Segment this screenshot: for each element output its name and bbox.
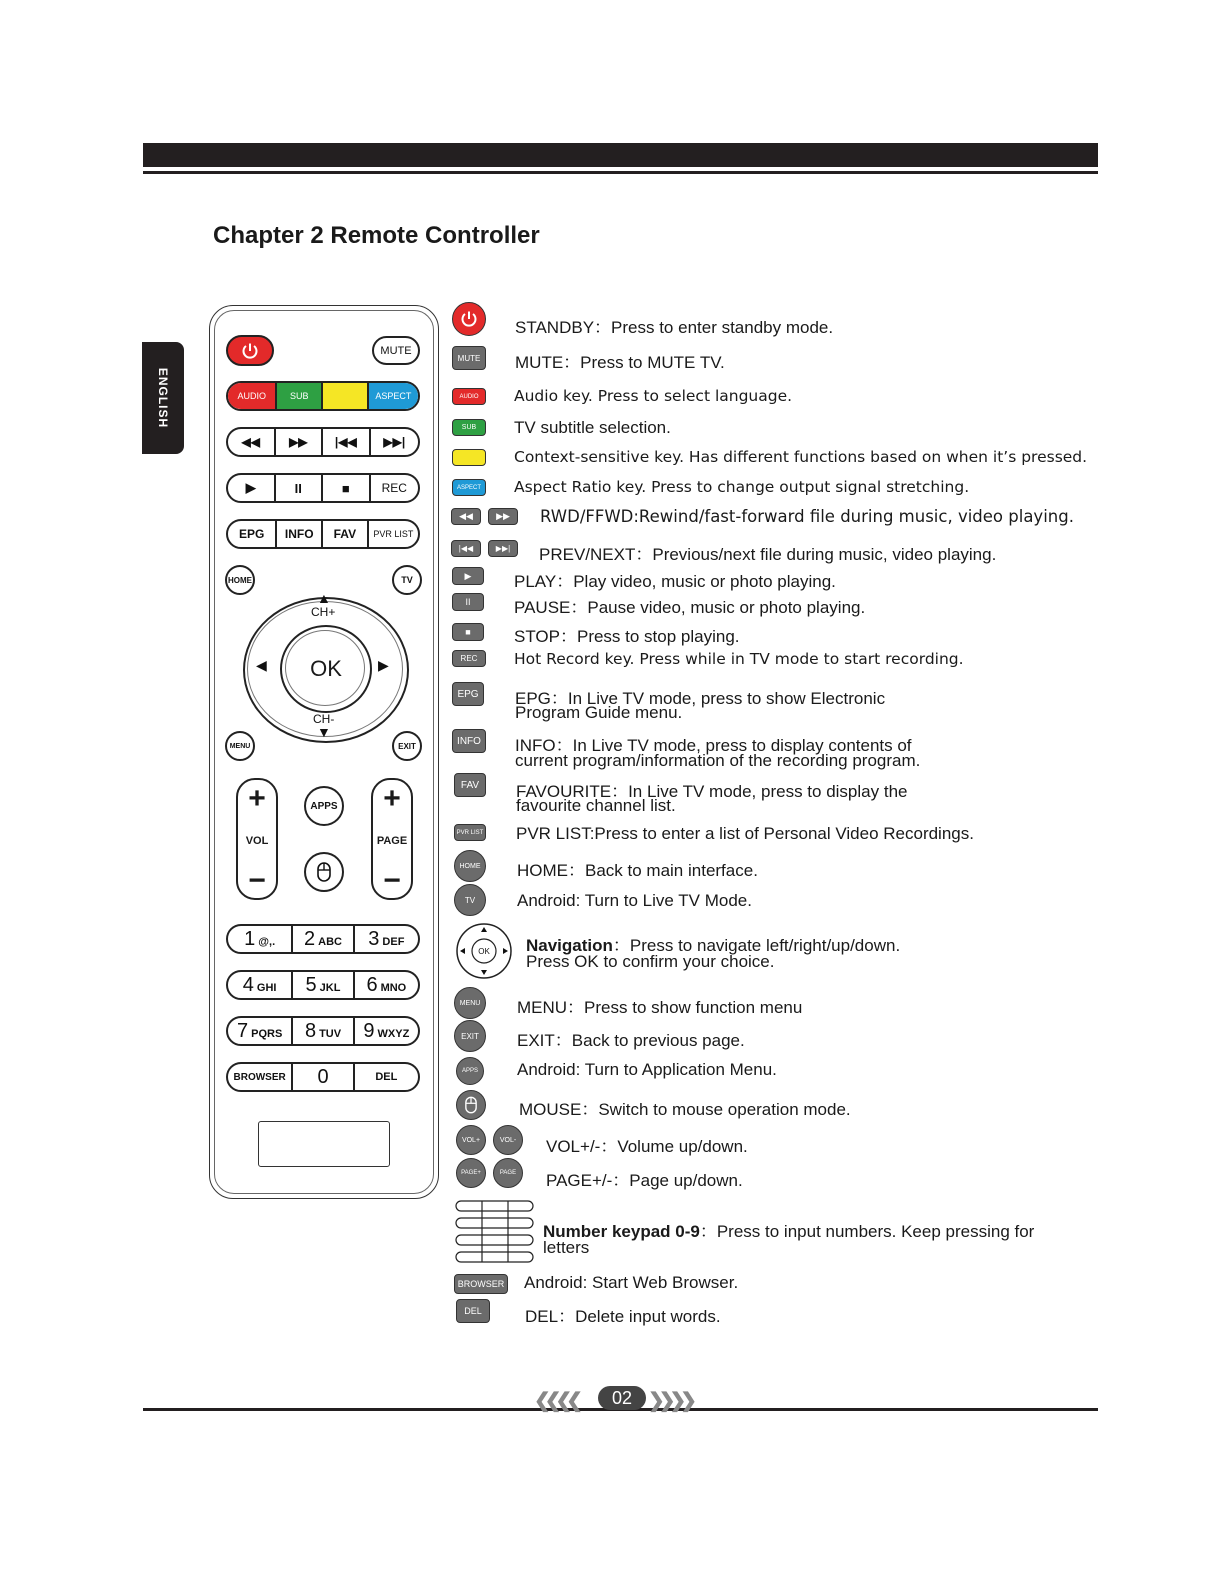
rewind-legend-icon: ◀◀ <box>451 508 481 525</box>
prev-legend-icon: |◀◀ <box>451 540 481 557</box>
audio-text: Audio key. Press to select language. <box>514 387 793 405</box>
rec-legend-icon: REC <box>452 650 486 667</box>
info-key: INFO <box>277 521 323 547</box>
key-1: 1 @,. <box>228 926 293 952</box>
page-label: PAGE <box>376 835 408 847</box>
up-arrow-icon: ▲ <box>317 590 331 606</box>
language-tab-label: ENGLISH <box>156 367 170 429</box>
fav-text-1: FAVOURITE：In Live TV mode, press to display the <box>516 782 908 801</box>
exit-button: EXIT <box>392 731 422 761</box>
keypad-row-3 <box>226 1016 420 1046</box>
svg-text:OK: OK <box>478 947 490 956</box>
menu-text: MENU：Press to show function menu <box>517 998 803 1017</box>
volume-rocker: + VOL − <box>236 778 278 900</box>
home-button: HOME <box>225 565 255 595</box>
info-text-2: current program/information of the recording program. <box>515 751 921 770</box>
stop-key: ■ <box>323 475 371 501</box>
exit-text: EXIT：Back to previous page. <box>517 1031 745 1050</box>
prev-text: PREV/NEXT：Previous/next file during music, video playing. <box>539 545 997 564</box>
audio-legend-icon: AUDIO <box>452 388 486 405</box>
navigation-text-2: Press OK to confirm your choice. <box>526 952 775 971</box>
pause-text: PAUSE：Pause video, music or photo playing. <box>514 598 866 617</box>
audio-key: AUDIO <box>228 383 277 409</box>
key-6: 6 MNO <box>366 973 407 996</box>
key-3: 3 DEF <box>368 927 405 950</box>
aspect-key: ASPECT <box>369 383 418 409</box>
page-plus-legend-icon: PAGE+ <box>456 1158 486 1188</box>
mouse-icon <box>317 862 331 882</box>
header-bar <box>143 143 1098 167</box>
keypad-row-1 <box>226 924 420 954</box>
del-legend-icon: DEL <box>456 1299 490 1323</box>
play-legend-icon: ▶ <box>452 567 484 585</box>
header-rule <box>143 171 1098 174</box>
rec-text: Hot Record key. Press while in TV mode to start recording. <box>514 650 964 668</box>
sub-text: TV subtitle selection. <box>514 418 671 437</box>
epg-legend-icon: EPG <box>452 682 484 706</box>
key-2: 2 ABC <box>293 926 354 952</box>
ch-minus-label: CH- <box>313 712 335 726</box>
rewind-key: ◀◀ <box>228 429 276 455</box>
ffwd-legend-icon: ▶▶ <box>488 508 518 525</box>
play-text: PLAY：Play video, music or photo playing. <box>514 572 836 591</box>
key-9: 9 WXYZ <box>363 1019 410 1042</box>
standby-text: STANDBY：Press to enter standby mode. <box>515 318 834 337</box>
play-key: ▶ <box>228 475 276 501</box>
page-text: PAGE+/-：Page up/down. <box>546 1171 743 1190</box>
mute-legend-icon: MUTE <box>452 346 486 370</box>
next-legend-icon: ▶▶| <box>488 540 518 557</box>
vol-plus-legend-icon: VOL+ <box>456 1125 486 1155</box>
apps-legend-icon: APPS <box>456 1057 484 1085</box>
stop-legend-icon: ■ <box>452 623 484 641</box>
language-tab <box>142 342 184 454</box>
navigation-legend-icon <box>455 922 513 980</box>
power-icon <box>241 342 259 360</box>
key-4: 4 GHI <box>228 972 293 998</box>
key-0: 0 <box>293 1064 354 1090</box>
keypad-legend-icon <box>455 1200 535 1268</box>
pvr-legend-icon: PVR LIST <box>454 824 486 841</box>
info-legend-icon: INFO <box>452 729 486 753</box>
stop-text: STOP：Press to stop playing. <box>514 627 740 646</box>
key-8: 8 TUV <box>293 1018 354 1044</box>
standby-icon <box>452 302 486 336</box>
exit-legend-icon: EXIT <box>454 1020 486 1052</box>
key-7: 7 PQRS <box>228 1018 293 1044</box>
yellow-text: Context-sensitive key. Has different functions based on when it’s pressed. <box>514 448 1088 466</box>
left-arrow-icon: ◀ <box>256 657 267 673</box>
keypad-text-1: Number keypad 0-9：Press to input numbers. Keep pressing for <box>543 1222 1035 1241</box>
mute-text: MUTE：Press to MUTE TV. <box>515 353 725 372</box>
page-number: 02 <box>598 1386 646 1410</box>
apps-text: Android: Turn to Application Menu. <box>517 1060 777 1079</box>
info-text-1: INFO：In Live TV mode, press to display contents of <box>515 736 912 755</box>
chevrons-left-icon: ❮❮❮❮ <box>534 1390 578 1412</box>
yellow-legend-icon <box>452 449 486 466</box>
keypad-row-2 <box>226 970 420 1000</box>
menu-legend-icon: MENU <box>454 987 486 1019</box>
tv-legend-icon: TV <box>454 884 486 916</box>
vol-minus-legend-icon: VOL- <box>493 1125 523 1155</box>
pvr-list-key: PVR LIST <box>373 529 414 539</box>
next-key: ▶▶| <box>383 435 406 449</box>
vol-label: VOL <box>245 835 269 847</box>
page-rocker: + PAGE − <box>371 778 413 900</box>
tv-button: TV <box>392 565 422 595</box>
keypad-row-4 <box>226 1062 420 1092</box>
rwd-text: RWD/FFWD:Rewind/fast-forward file during music, video playing. <box>540 507 1074 526</box>
page-number-badge <box>530 1386 712 1410</box>
transport-row-2 <box>226 473 420 503</box>
power-button <box>226 335 274 366</box>
color-keys <box>226 381 420 411</box>
mouse-button <box>304 852 344 892</box>
epg-text-1: EPG：In Live TV mode, press to show Electronic <box>515 689 886 708</box>
epg-key: EPG <box>228 521 277 547</box>
remote-display-window <box>258 1121 390 1167</box>
apps-button: APPS <box>304 786 344 826</box>
transport-row-1 <box>226 427 420 457</box>
function-row <box>226 519 420 549</box>
browser-text: Android: Start Web Browser. <box>524 1273 739 1292</box>
sub-legend-icon: SUB <box>452 419 486 436</box>
chevrons-right-icon: ❯❯❯❯ <box>648 1390 692 1412</box>
prev-key: |◀◀ <box>323 429 371 455</box>
tv-text: Android: Turn to Live TV Mode. <box>517 891 752 910</box>
del-key: DEL <box>375 1071 398 1083</box>
down-arrow-icon: ▼ <box>317 724 331 740</box>
pause-legend-icon: II <box>452 593 484 611</box>
keypad-text-2: letters <box>543 1238 590 1257</box>
fav-key: FAV <box>323 521 369 547</box>
sub-key: SUB <box>277 383 323 409</box>
pause-key: II <box>276 475 324 501</box>
home-legend-icon: HOME <box>454 850 486 882</box>
aspect-text: Aspect Ratio key. Press to change output signal stretching. <box>514 478 970 496</box>
menu-button: MENU <box>225 731 255 761</box>
home-text: HOME：Back to main interface. <box>517 861 758 880</box>
pvr-text: PVR LIST:Press to enter a list of Personal Video Recordings. <box>516 824 974 843</box>
browser-key: BROWSER <box>228 1064 293 1090</box>
rec-key: REC <box>381 481 407 495</box>
navigation-text-1: Navigation：Press to navigate left/right/up/down. <box>526 936 901 955</box>
ok-button: OK <box>280 625 372 713</box>
del-text: DEL：Delete input words. <box>525 1307 721 1326</box>
ch-plus-label: CH+ <box>311 605 336 619</box>
fav-legend-icon: FAV <box>454 773 486 797</box>
aspect-legend-icon: ASPECT <box>452 479 486 496</box>
chapter-title: Chapter 2 Remote Controller <box>213 222 540 249</box>
mute-button: MUTE <box>372 336 420 365</box>
key-5: 5 JKL <box>293 972 354 998</box>
right-arrow-icon: ▶ <box>378 657 389 673</box>
vol-text: VOL+/-：Volume up/down. <box>546 1137 748 1156</box>
mouse-legend-icon <box>456 1090 486 1120</box>
browser-legend-icon: BROWSER <box>454 1274 508 1294</box>
mouse-text: MOUSE：Switch to mouse operation mode. <box>519 1100 851 1119</box>
yellow-key <box>323 383 369 409</box>
page-minus-legend-icon: PAGE <box>493 1158 523 1188</box>
fast-forward-key: ▶▶ <box>276 429 324 455</box>
fav-text-2: favourite channel list. <box>516 796 676 815</box>
epg-text-2: Program Guide menu. <box>515 703 683 722</box>
